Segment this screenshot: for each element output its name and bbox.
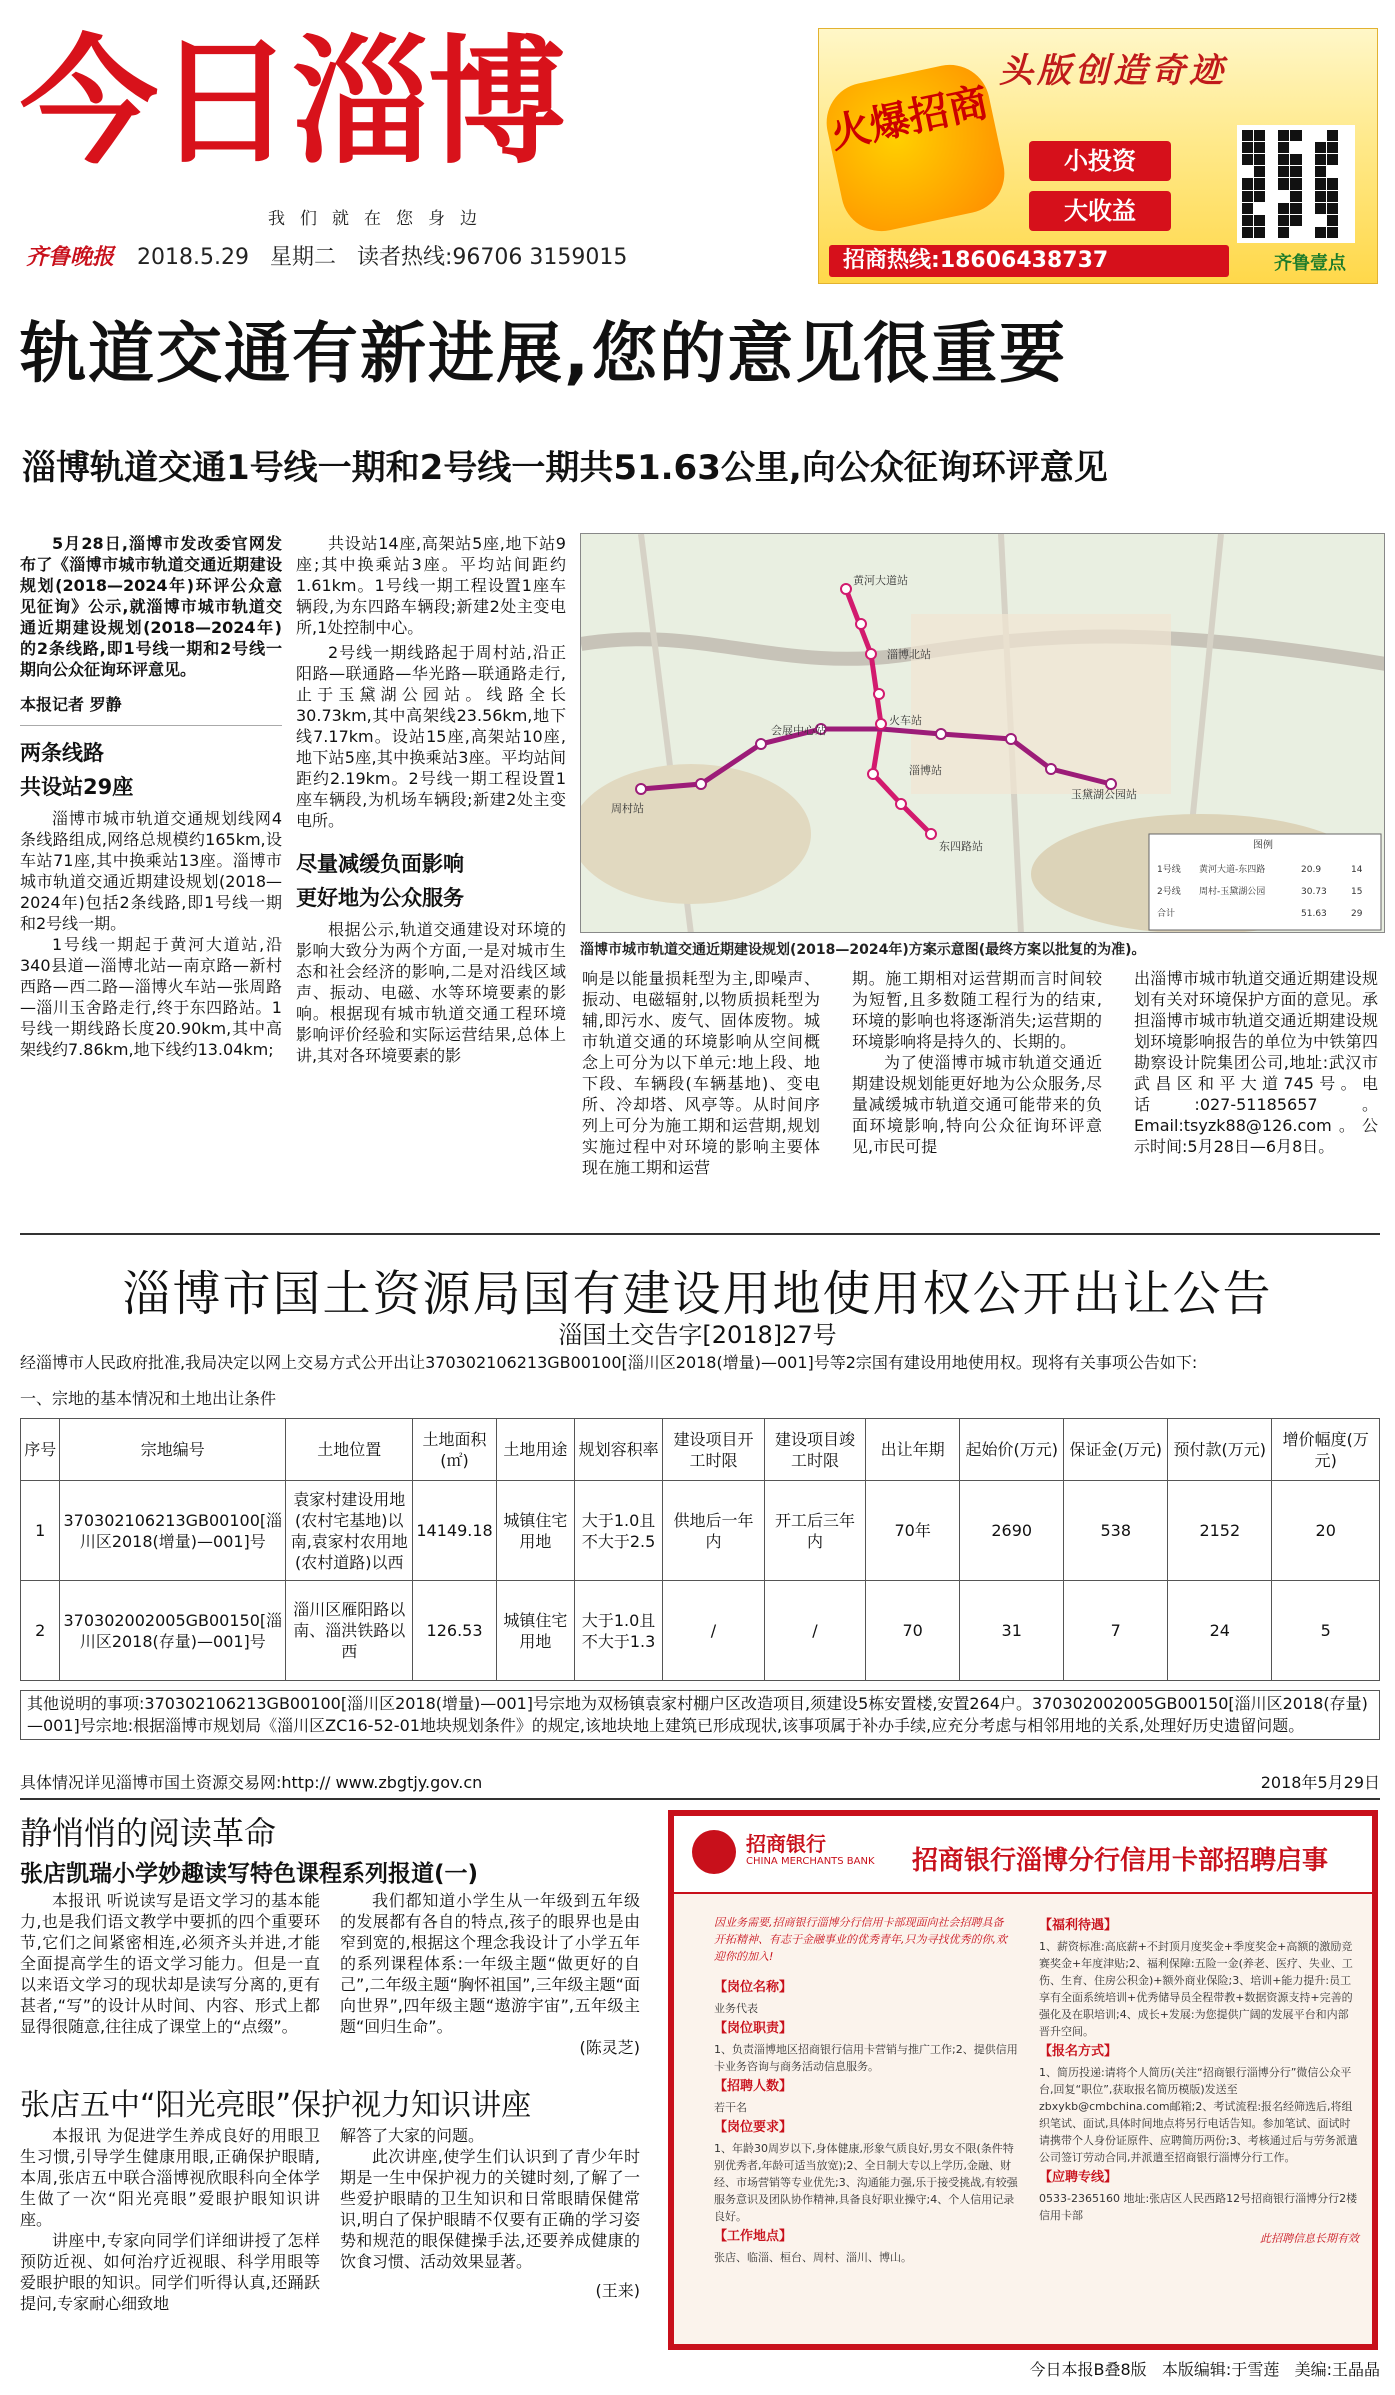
page-footer [20,2357,1380,2380]
hotline-label: 读者热线: [356,245,453,270]
section-divider [20,1233,1380,1235]
ad-hotline-number: 18606438737 [939,248,1109,273]
station-label: 周村站 [611,802,644,815]
article-paragraph: 此次讲座,使学生们认识到了青少年时期是一生中保护视力的关键时刻,了解了一些爱护眼睛的卫生知识和日常眼睛保健常识,明白了保护眼睛不仅要有正确的学习姿势和规范的眼保健操手法,还要养成健康的饮食习惯、活动效果显著。 [340,2147,640,2271]
notice-number: 淄国土交告字[2018]27号 [558,1321,837,1349]
story-paragraph: 期。施工期相对运营期而言时间较为短暂,且多数随工程行为的结束,环境的影响也将逐渐消失;运营期的环境影响将是持久的、长期的。 [852,969,1102,1051]
footer-designer: 美编:王晶晶 [1294,2360,1380,2379]
bank-recruitment-ad [668,1810,1378,2350]
svg-text:2号线: 2号线 [1157,887,1181,897]
ad-logo: 齐鲁壹点 [1274,253,1346,274]
advertisement [818,28,1378,284]
notice-date: 2018年5月29日 [1260,1773,1380,1792]
svg-text:合计: 合计 [1157,909,1176,919]
story-byline: 本报记者 罗静 [20,695,122,714]
article-paragraph: 本报讯 为促进学生养成良好的用眼卫生习惯,引导学生健康用眼,正确保护眼睛,本周,张店五中联合淄博视欣眼科向全体学生做了一次“阳光亮眼”爱眼护眼知识讲座。 [20,2126,320,2229]
bank-left-column: 【岗位名称】 业务代表 【岗位职责】 1、负责淄博地区招商银行信用卡营销与推广工作;2、提供信用卡业务咨询与商务活动信息服务。 【招聘人数】 若干名 【岗位要求】 1、年龄30周岁以下,身体健康,形象气质良好,男女不限(条件特别优秀者,年龄可适当放宽);2、全日制大专以上学历,金融、财经、市场营销等专业优先;3、沟通能力强,乐于接受挑战,有较强服务意识及团队协作精神,具备良好职业操守;4、个人信用记录良好。 【工作地点】 张店、临淄、桓台、周村、淄川、博山。 [714,1980,1018,2264]
section-divider [20,1798,1380,1800]
eyes-author: (王来) [595,2281,640,2300]
bank-intro: 因业务需要,招商银行淄博分行信用卡部现面向社会招聘具备开拓精神、有志于金融事业的优秀青年,只为寻找优秀的你,欢迎你的加入! [714,1916,1007,1963]
svg-text:1号线: 1号线 [1157,865,1181,875]
story-paragraph: 淄博市城市轨道交通规划线网4条线路组成,网络总规模约165km,设车站71座,其中换乘站13座。淄博市城市轨道交通近期建设规划(2018—2024年)包括2条线路,即1号线一期和2号线一期。 [20,809,282,933]
story-paragraph: 2号线一期线路起于周村站,沿正阳路—联通路—华光路—联通路走行,止于玉黛湖公园站。线路全长30.73km,其中高架线23.56km,地下线7.17km。设站15座,高架站10座,地下站5座,其中换乘站3座。平均站间距约2.19km。2号线一期工程设置1座车辆段,为机场车辆段;新建2处主变电所。 [296,643,566,830]
notice-detail: 具体情况详见淄博市国土资源交易网:http:// www.zbgtjy.gov.cn [20,1773,483,1792]
story-deck: 淄博轨道交通1号线一期和2号线一期共51.63公里,向公众征询环评意见 [22,448,1108,488]
station-label: 会展中心站 [771,724,826,737]
table-header-row: 序号 宗地编号 土地位置 土地面积(㎡) 土地用途 规划容积率 建设项目开工时限 建设项目竣工时限 出让年期 起始价(万元) 保证金(万元) 预付款(万元) 增价幅度(万元) [21,1419,1380,1481]
qr-code-icon [1237,125,1355,243]
story-paragraph: 为了使淄博市城市轨道交通近期建设规划能更好地为公众服务,尽量减缓城市轨道交通可能带来的负面环境影响,特向公众征询环评意见,市民可提 [852,1053,1102,1156]
notice-intro: 经淄博市人民政府批准,我局决定以网上交易方式公开出让370302106213GB00100[淄川区2018(增量)—001]号等2宗国有建设用地使用权。现将有关事项公告如下: [20,1353,1198,1372]
reading-author: (陈灵芝) [579,2038,640,2057]
bank-name-en: CHINA MERCHANTS BANK [746,1856,875,1867]
station-label: 淄博北站 [887,648,931,661]
notice-section: 一、宗地的基本情况和土地出让条件 [20,1389,277,1408]
article-paragraph: 解答了大家的问题。 [340,2126,485,2145]
hotline-number: 96706 3159015 [452,245,628,270]
article-paragraph: 讲座中,专家向同学们详细讲授了怎样预防近视、如何治疗近视眼、科学用眼等爱眼护眼的知识。同学们听得认真,还踊跃提问,专家耐心细致地 [20,2231,320,2313]
eyes-title: 张店五中“阳光亮眼”保护视力知识讲座 [20,2088,532,2123]
bank-right-column: 【福利待遇】 1、薪资标准:高底薪+不封顶月度奖金+季度奖金+高额的激励竞赛奖金+年度津贴;2、福利保障:五险一金(养老、医疗、失业、工伤、生育、住房公积金)+额外商业保险;3、培训+能力提升:员工享有全面系统培训+优秀储导员全程带教+数据资源支持+完善的强化及在职培训;4、成长+发展:为您提供广阔的发展平台和内部晋升空间。 【报名方式】 1、简历投递:请将个人简历(关注“招商银行淄博分行”微信公众平台,回复“职位”,获取报名简历模版)发送至zbxykb@cmbchina.com邮箱;2、考试流程:报名经筛选后,将组织笔试、面试,具体时间地点将另行电话告知。参加笔试、面试时请携带个人身份证原件、应聘简历两份;3、考核通过后与劳务派遣公司签订劳动合同,并派遣至招商银行淄博分行工作。 【应聘专线】 0533-2365160 地址:张店区人民西路12号招商银行淄博分行2楼信用卡部 此招聘信息长期有效 [1039,1918,1359,2245]
issue-weekday: 星期二 [269,245,336,270]
subhead-two-lines: 两条线路 共设站29座 [20,741,134,799]
story-paragraph: 1号线一期起于黄河大道站,沿340县道—淄博北站—南京路—新村西路—西二路—淄博火车站—张周路—淄川玉舍路走行,终于东四路站。1号线一期线路长度20.90km,其中高架线约7.86km,地下线约13.04km; [20,935,282,1059]
story-paragraph: 共设站14座,高架站5座,地下站9座;其中换乘站3座。平均站间距约1.61km。1号线一期工程设置1座车辆段,为东四路车辆段;新建2处主变电所,1处控制中心。 [296,534,566,637]
story-paragraph: 根据公示,轨道交通建设对环境的影响大致分为两个方面,一是对城市生态和社会经济的影响,二是对沿线区域声、振动、电磁、水等环境要素的影响。根据现有城市轨道交通工程环境影响评价经验和实际运营结果,总体上讲,其对各环境要素的影 [296,920,566,1065]
masthead-slogan: 我们就在您身边 [268,209,492,229]
station-label: 黄河大道站 [853,574,908,587]
ad-headline: 头版创造奇迹 [999,51,1227,91]
story-column-3 [582,968,820,1178]
story-lead: 5月28日,淄博市发改委官网发布了《淄博市城市轨道交通近期建设规划(2018—2024年)环评公众意见征询》公示,就淄博市城市轨道交通近期建设规划(2018—2024年)的2条线路,即1号线一期和2号线一期向公众征询环评意见。 [20,534,282,679]
masthead-title: 今日淄博 [20,22,565,183]
station-label: 玉黛湖公园站 [1071,788,1137,801]
svg-text:20.9: 20.9 [1301,865,1322,875]
story-column-5 [1134,968,1378,1157]
rail-map [580,533,1385,933]
rail-map-graphic [581,534,1385,933]
story-column-1 [20,533,282,1060]
reading-column-2 [340,1890,640,2058]
svg-text:14: 14 [1351,865,1363,875]
notice-title: 淄博市国土资源局国有建设用地使用权公开出让公告 [122,1266,1273,1322]
story-paragraph: 响是以能量损耗型为主,即噪声、振动、电磁辐射,以物质损耗型为辅,即污水、废气、固体废物。城市轨道交通的环境影响从空间概念上可分为以下单元:地上段、地下段、车辆段(车辆基地)、变电所、冷却塔、风亭等。从时间序列上可分为施工期和运营期,规划实施过程中对环境的影响主要体现在施工期和运营 [582,969,820,1177]
story-paragraph: 出淄博市城市轨道交通近期建设规划有关对环境保护方面的意见。承担淄博市城市轨道交通近期建设规划环境影响报告的单位为中铁第四勘察设计院集团公司,地址:武汉市武昌区和平大道745号。电话:027-51185657。Email:tsyzk88@126.com。公示时间:5月28日—6月8日。 [1134,969,1378,1156]
notice-other-notes: 其他说明的事项:370302106213GB00100[淄川区2018(增量)—001]号宗地为双杨镇袁家村棚户区改造项目,须建设5栋安置楼,安置264户。370302002005GB00150[淄川区2018(存量)—001]号宗地:根据淄博市规划局《淄川区ZC16-52-01地块规划条件》的规定,该地块地上建筑已形成现状,该事项属于补办手续,应充分考虑与相邻用地的关系,处理好历史遗留问题。 [20,1690,1380,1740]
bank-ad-title: 招商银行淄博分行信用卡部招聘启事 [912,1846,1329,1876]
ad-hotline [829,245,1229,277]
masthead-info [26,240,627,271]
reading-column-1 [20,1890,320,2037]
reading-title: 静悄悄的阅读革命 [20,1814,277,1852]
footer-editor: 本版编辑:于雪莲 [1161,2360,1280,2379]
table-row: 2 370302002005GB00150[淄川区2018(存量)—001]号 淄川区雁阳路以南、淄洪铁路以西 126.53 城镇住宅用地 大于1.0且不大于1.3 / / 70 31 7 24 5 [21,1581,1380,1681]
article-paragraph: 本报讯 听说读写是语文学习的基本能力,也是我们语文教学中要抓的四个重要环节,它们之间紧密相连,必须齐头并进,才能全面提高学生的语文学习能力。但是一直以来语文学习的现状却是读写分离的,更有甚者,“写”的设计从时间、内容、形式上都显得很随意,往往成了课堂上的“点缀”。 [20,1891,320,2036]
table-row: 1 370302106213GB00100[淄川区2018(增量)—001]号 袁家村建设用地(农村宅基地)以南,袁家村农用地(农村道路)以西 14149.18 城镇住宅用地 大于1.0且不大于2.5 供地后一年内 开工后三年内 70年 2690 538 2152 20 [21,1481,1380,1581]
story-column-4 [852,968,1102,1157]
svg-text:周村-玉黛湖公园: 周村-玉黛湖公园 [1199,887,1266,897]
svg-text:51.63: 51.63 [1301,909,1327,919]
bank-logo-icon [692,1830,736,1874]
station-label: 淄博站 [909,764,942,777]
svg-text:15: 15 [1351,887,1363,897]
svg-text:30.73: 30.73 [1301,887,1327,897]
ad-badge-text: 火爆招商 [826,79,993,158]
story-column-2 [296,533,566,1066]
ad-badge [819,57,1012,238]
bank-name: 招商银行 [746,1832,826,1856]
article-paragraph: 我们都知道小学生从一年级到五年级的发展都有各自的特点,孩子的眼界也是由窄到宽的,根据这个理念我设计了小学五年的系列课程体系:一年级主题“做更好的自己”,二年级主题“胸怀祖国”,三年级主题“面向世界”,四年级主题“遨游宇宙”,五年级主题“回归生命”。 [340,1891,640,2036]
story-headline: 轨道交通有新进展,您的意见很重要 [20,315,1068,392]
reading-subtitle: 张店凯瑞小学妙趣读写特色课程系列报道(一) [20,1861,479,1887]
issue-date: 2018.5.29 [137,245,249,270]
svg-text:29: 29 [1351,909,1363,919]
eyes-column-2 [340,2125,640,2301]
ad-hotline-label: 招商热线: [843,248,940,273]
paper-name: 齐鲁晚报 [26,244,115,270]
land-table [20,1418,1380,1681]
ad-pill-big-return: 大收益 [1029,191,1171,231]
ad-pill-small-investment: 小投资 [1029,141,1171,181]
eyes-column-1 [20,2125,320,2314]
svg-text:黄河大道-东四路: 黄河大道-东四路 [1199,865,1266,875]
legend-title: 图例 [1253,840,1273,851]
station-label: 火车站 [889,714,922,727]
map-legend [1149,834,1381,930]
map-caption: 淄博市城市轨道交通近期建设规划(2018—2024年)方案示意图(最终方案以批复的为准)。 [580,942,1146,958]
subhead-reduce-impact: 尽量减缓负面影响 更好地为公众服务 [296,852,464,910]
station-label: 东四路站 [939,840,983,853]
footer-page: 今日本报B叠8版 [1029,2360,1147,2379]
